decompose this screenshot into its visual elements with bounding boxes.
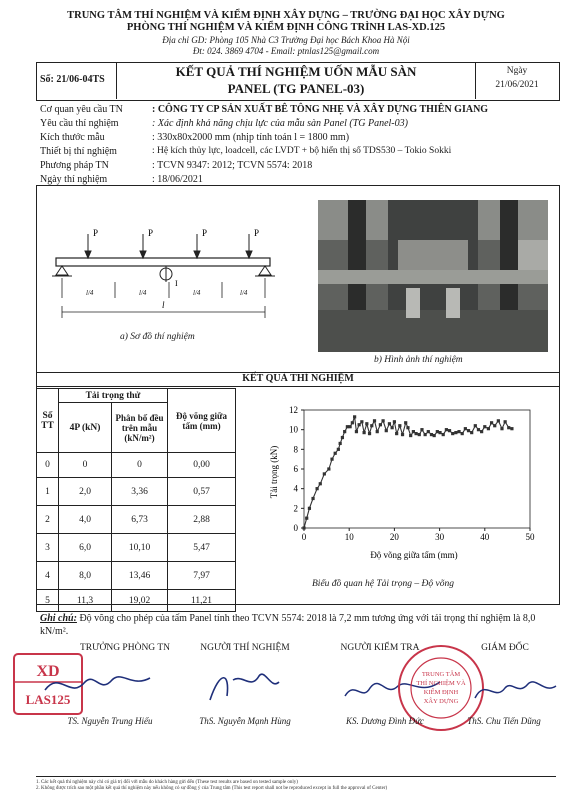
load-label: P [202,228,208,238]
data-point [464,427,467,430]
data-point [302,526,305,529]
data-point [391,426,394,429]
data-point [442,433,445,436]
load-label: P [93,228,99,238]
x-tick-label: 40 [480,532,490,542]
data-point [365,422,368,425]
report-date: 21/06/2021 [495,80,539,90]
data-point [341,436,344,439]
data-point [334,452,337,455]
info-value: : Hệ kích thủy lực, loadcell, các LVDT + bộ hiển thị số TDS530 – Tokio Sokki [152,146,452,156]
cell-deflection: 2,88 [168,506,236,534]
data-point [337,448,340,451]
data-point [382,419,385,422]
span-label: l [162,300,165,310]
data-point [316,487,319,490]
data-point [404,421,407,424]
signature-name: ThS. Nguyễn Mạnh Hùng [199,716,291,726]
cell-load: 4,0 [59,506,112,534]
svg-text:l/4: l/4 [193,289,201,297]
beam [56,258,270,266]
col-header-distributed: Phân bố đều trên mẫu (kN/m²) [112,403,168,453]
cell-load: 6,0 [59,534,112,562]
cell-load: 11,3 [59,590,112,612]
cell-distributed: 19,02 [112,590,168,612]
data-point [401,433,404,436]
series-line [304,417,512,528]
data-point [461,432,464,435]
signature-name: KS. Dương Đình Đức [345,716,425,726]
y-tick-label: 10 [289,424,298,435]
info-label: Thiết bị thí nghiệm [40,146,117,157]
report-number: Số: 21/06-04TS [40,74,105,85]
info-value: : CÔNG TY CP SẢN XUẤT BÊ TÔNG NHẸ VÀ XÂY DỰNG THIÊN GIANG [152,104,489,115]
svg-text:LAS125: LAS125 [25,692,71,707]
signature-4 [470,670,560,710]
signature-1 [40,660,160,710]
table-row [37,590,236,612]
data-point [305,517,308,520]
col-header-load-group: Tải trọng thử [59,389,168,403]
data-point [330,458,333,461]
data-point [409,434,412,437]
info-label: Phương pháp TN [40,160,109,171]
data-point [363,431,366,434]
x-tick-label: 30 [435,532,445,542]
chart-caption: Biểu đồ quan hệ Tải trọng – Độ võng [312,579,454,589]
x-tick-label: 10 [344,532,354,542]
signature-role: NGƯỜI KIỂM TRA [340,643,420,653]
cell-deflection: 7,97 [168,562,236,590]
info-label: Cơ quan yêu cầu TN [40,104,123,115]
test-photo [318,200,548,352]
info-row-method [40,159,560,172]
y-tick-label: 8 [293,444,298,455]
diagram-caption: a) Sơ đồ thí nghiệm [120,332,195,342]
plot-frame [304,410,530,528]
note-label: Ghi chú: [40,613,77,624]
svg-text:l/4: l/4 [139,289,147,297]
data-point [493,424,496,427]
data-point [507,426,510,429]
cell-deflection: 0,00 [168,453,236,478]
data-point [500,427,503,430]
data-point [427,430,430,433]
svg-text:XD: XD [36,663,60,680]
data-point [438,431,441,434]
signature-role: TRƯỞNG PHÒNG TN [79,643,171,653]
data-point [379,423,382,426]
y-tick-label: 4 [293,483,298,494]
data-point [504,420,507,423]
data-point [327,467,330,470]
cell-no: 4 [37,562,59,590]
data-point [398,424,401,427]
loading-scheme-diagram [44,220,284,335]
cell-deflection: 5,47 [168,534,236,562]
x-tick-label: 0 [301,532,307,542]
cell-no: 1 [37,478,59,506]
data-point [445,428,448,431]
cell-distributed: 13,46 [112,562,168,590]
col-header-4p: 4P (kN) [59,403,112,453]
report-title-line1: KẾT QUẢ THÍ NGHIỆM UỐN MẪU SÀN [175,64,417,79]
load-label: P [254,228,260,238]
svg-text:TRUNG TÂM: TRUNG TÂM [421,671,461,678]
data-point [457,430,460,433]
cell-no: 5 [37,590,59,612]
data-point [376,430,379,433]
data-point [418,433,421,436]
data-point [351,421,354,424]
svg-text:KIỂM ĐỊNH: KIỂM ĐỊNH [423,689,459,696]
y-axis-label: Tải trọng (kN) [269,445,279,499]
title-divider-right [475,62,476,99]
data-point [454,431,457,434]
data-point [311,497,314,500]
cell-load: 8,0 [59,562,112,590]
data-point [355,430,358,433]
cell-distributed: 3,36 [112,478,168,506]
data-point [448,429,451,432]
table-row [37,534,236,562]
svg-text:l/4: l/4 [240,289,248,297]
info-value: : 330x80x2000 mm (nhịp tính toán l = 1800 mm) [152,132,350,143]
data-point [358,423,361,426]
data-point [480,430,483,433]
data-point [393,420,396,423]
results-table [36,388,236,612]
footer-divider [36,776,556,777]
info-row-client [40,103,560,116]
data-point [349,425,352,428]
y-tick-label: 0 [293,523,298,533]
x-tick-label: 20 [389,532,399,542]
data-point [420,428,423,431]
data-point [308,507,311,510]
x-tick-label: 50 [525,532,535,542]
data-point [490,421,493,424]
info-label: Yêu cầu thí nghiệm [40,118,119,129]
load-deflection-chart [262,396,552,572]
data-point [477,428,480,431]
cell-no: 3 [37,534,59,562]
y-tick-label: 2 [293,503,298,514]
data-point [395,432,398,435]
gauge-label: I [175,279,178,288]
table-row [37,453,236,478]
footer-notes [36,780,556,792]
data-point [319,482,322,485]
cell-distributed: 0 [112,453,168,478]
cell-no: 2 [37,506,59,534]
org-contact: Đt: 024. 3869 4704 - Email: ptnlas125@gmail.com [192,46,380,56]
data-point [323,472,326,475]
cell-distributed: 10,10 [112,534,168,562]
note-text: Độ võng cho phép của tấm Panel tính theo TCVN 5574: 2018 là 7,2 mm tương ứng với tải trọng thí nghiệm là 8,0 kN/m². [40,613,536,637]
table-row [37,478,236,506]
info-row-size [40,131,560,144]
data-point [353,415,356,418]
col-header-deflection: Độ võng giữa tấm (mm) [168,389,236,453]
data-point [406,426,409,429]
y-tick-label: 12 [289,405,298,415]
svg-text:XÂY DỰNG: XÂY DỰNG [423,698,459,705]
data-point [385,429,388,432]
cell-no: 0 [37,453,59,478]
cell-load: 0 [59,453,112,478]
data-point [370,424,373,427]
data-point [373,419,376,422]
data-point [487,427,490,430]
org-address: Địa chỉ GD: Phòng 105 Nhà C3 Trường Đại học Bách Khoa Hà Nội [162,35,410,45]
cell-distributed: 6,73 [112,506,168,534]
data-point [360,420,363,423]
info-label: Kích thước mẫu [40,132,105,143]
svg-text:l/4: l/4 [86,289,94,297]
photo-caption: b) Hình ảnh thí nghiệm [374,355,463,365]
table-row [37,562,236,590]
data-point [497,419,500,422]
results-title: KẾT QUẢ THÍ NGHIỆM [36,371,560,387]
data-point [474,424,477,427]
footer-line: 2. Không được trích sao một phần kết quả thí nghiệm này nếu không có sự đồng ý của Trung tâm (This test report shall not be reproduced except in full the approval of Center) [36,786,388,791]
data-point [467,429,470,432]
data-point [433,434,436,437]
date-label: Ngày [506,66,528,76]
cell-deflection: 0,57 [168,478,236,506]
col-header-no: Số TT [37,389,59,453]
load-label: P [148,228,154,238]
org-title-line1: TRUNG TÂM THÍ NGHIỆM VÀ KIỂM ĐỊNH XÂY DỰNG – TRƯỜNG ĐẠI HỌC XÂY DỰNG [67,10,505,21]
data-point [451,432,454,435]
signature-name: TS. Nguyễn Trung Hiếu [67,716,153,726]
note [40,612,560,638]
info-value: : TCVN 9347: 2012; TCVN 5574: 2018 [152,160,313,171]
y-tick-label: 6 [293,464,298,474]
title-divider-left [116,62,117,99]
info-row-equipment [40,145,560,158]
signature-2 [195,660,285,712]
data-point [339,442,342,445]
data-point [414,432,417,435]
info-value: : Xác định khả năng chịu lực của mẫu sàn Panel (TG Panel-03) [152,118,408,129]
signature-name: ThS. Chu Tiến Dũng [467,716,541,726]
report-title-line2: PANEL (TG PANEL-03) [227,81,365,96]
info-value: : 18/06/2021 [152,174,203,185]
data-point [343,430,346,433]
cell-deflection: 11,21 [168,590,236,612]
data-point [368,432,371,435]
signature-role: NGƯỜI THÍ NGHIỆM [200,643,290,653]
info-row-request [40,117,560,130]
signature-role: GIÁM ĐỐC [481,643,529,653]
support-left [56,266,68,275]
x-axis-label: Độ võng giữa tấm (mm) [370,550,458,560]
support-right [259,266,271,275]
table-row [37,506,236,534]
data-point [470,431,473,434]
svg-text:THÍ NGHIỆM VÀ: THÍ NGHIỆM VÀ [416,680,466,687]
info-label: Ngày thí nghiệm [40,174,108,185]
data-point [510,427,513,430]
data-point [424,433,427,436]
data-point [483,425,486,428]
org-title-line2: PHÒNG THÍ NGHIỆM VÀ KIỂM ĐỊNH CÔNG TRÌNH LAS-XD.125 [126,22,446,33]
data-point [388,422,391,425]
cell-load: 2,0 [59,478,112,506]
footer-line: 1. Các kết quả thí nghiệm này chỉ có giá trị đối với mẫu do khách hàng gửi đến (These test results are based on tested sample only) [36,780,298,785]
